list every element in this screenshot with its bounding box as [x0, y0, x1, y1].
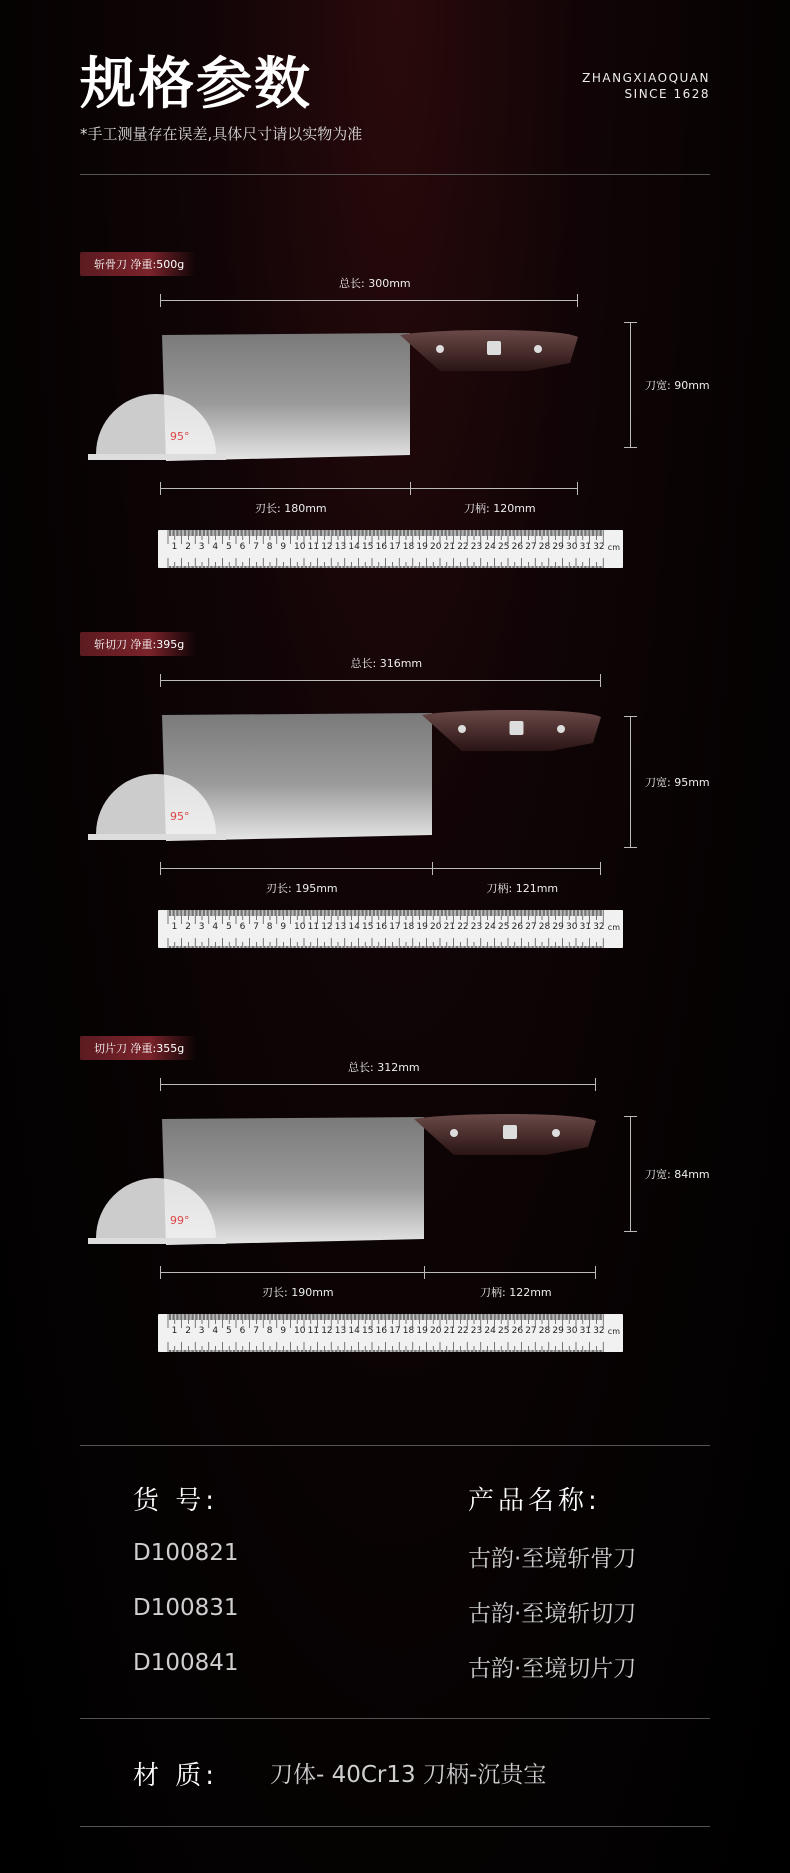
- angle-label: 95°: [170, 430, 190, 443]
- product-name-value: 古韵·至境斩骨刀: [468, 1546, 637, 1572]
- sku-value: D100821: [133, 1540, 239, 1566]
- ruler-number: 18: [402, 1326, 415, 1336]
- ruler-number: 3: [198, 542, 205, 552]
- ruler-number: 16: [375, 922, 388, 932]
- ruler-number: 24: [484, 542, 496, 552]
- ruler-number: 15: [362, 542, 374, 552]
- ruler-number: 32: [593, 1326, 605, 1336]
- blade-length-label: 刃长: 180mm: [255, 502, 327, 515]
- ruler-number: 24: [484, 922, 496, 932]
- blade-width-label: 刀宽: 84mm: [645, 1168, 710, 1181]
- product-name-value: 古韵·至境斩切刀: [468, 1601, 637, 1627]
- knife-weight-badge: 斩切刀 净重:395g: [80, 632, 196, 656]
- ruler-number: 32: [593, 922, 605, 932]
- ruler-number: 28: [538, 922, 551, 932]
- ruler-number: 19: [416, 922, 428, 932]
- blade-handle-divider: [432, 862, 433, 875]
- knife-weight-badge: 切片刀 净重:355g: [80, 1036, 196, 1060]
- page-subtitle: *手工测量存在误差,具体尺寸请以实物为准: [80, 125, 363, 143]
- ruler-number: 24: [484, 1326, 496, 1336]
- ruler-number: 30: [566, 922, 578, 932]
- ruler-unit: cm: [607, 1327, 620, 1336]
- ruler-number: 6: [239, 542, 246, 552]
- ruler-number: 31: [579, 1326, 592, 1336]
- ruler-number: 13: [334, 542, 347, 552]
- ruler-number: 22: [457, 922, 469, 932]
- blade-handle-divider: [410, 482, 411, 495]
- blade-width-label: 刀宽: 95mm: [645, 776, 710, 789]
- handle-length-label: 刀柄: 122mm: [480, 1286, 552, 1299]
- ruler-number: 28: [538, 1326, 551, 1336]
- total-length-line: [160, 300, 578, 301]
- ruler-number: 29: [552, 1326, 564, 1336]
- material-value: 刀体- 40Cr13 刀柄-沉贵宝: [270, 1762, 547, 1788]
- ruler-number: 15: [362, 922, 374, 932]
- ruler-number: 30: [566, 542, 578, 552]
- ruler-number: 8: [266, 1326, 273, 1336]
- ruler-number: 16: [375, 1326, 388, 1336]
- ruler-number: 4: [212, 1326, 219, 1336]
- measuring-ruler: [158, 910, 623, 948]
- ruler-number: 25: [498, 922, 510, 932]
- ruler-number: 1: [171, 922, 178, 932]
- knife-image: [160, 1111, 606, 1251]
- divider: [80, 174, 710, 175]
- ruler-number: 18: [402, 922, 415, 932]
- handle-length-label: 刀柄: 121mm: [486, 882, 559, 895]
- ruler-number: 25: [498, 542, 510, 552]
- ruler-number: 27: [525, 922, 537, 932]
- ruler-number: 3: [198, 922, 205, 932]
- ruler-number: 29: [552, 922, 564, 932]
- ruler-number: 23: [470, 1326, 483, 1336]
- blade-handle-line: [160, 1272, 596, 1273]
- divider: [80, 1718, 710, 1719]
- ruler-number: 25: [498, 1326, 510, 1336]
- ruler-number: 10: [294, 542, 306, 552]
- ruler-number: 5: [226, 1326, 232, 1336]
- ruler-number: 14: [348, 1326, 360, 1336]
- blade-width-label: 刀宽: 90mm: [645, 379, 710, 392]
- page-title: 规格参数: [80, 52, 312, 117]
- ruler-number: 12: [321, 922, 333, 932]
- ruler-number: 9: [280, 922, 287, 932]
- ruler-number: 22: [457, 542, 469, 552]
- ruler-number: 1: [171, 542, 178, 552]
- ruler-number: 20: [430, 1326, 442, 1336]
- measuring-ruler: [158, 1314, 623, 1352]
- ruler-number: 21: [443, 542, 456, 552]
- ruler-number: 15: [362, 1326, 374, 1336]
- ruler-number: 21: [443, 922, 456, 932]
- divider: [80, 1826, 710, 1827]
- ruler-number: 11: [307, 542, 320, 552]
- total-length-line: [160, 680, 601, 681]
- material-heading: 材 质:: [133, 1761, 219, 1791]
- total-length-label: 总长: 312mm: [348, 1061, 420, 1074]
- ruler-number: 7: [253, 1326, 259, 1336]
- total-length-label: 总长: 300mm: [339, 277, 411, 290]
- blade-length-label: 刃长: 190mm: [262, 1286, 334, 1299]
- sku-value: D100831: [133, 1595, 239, 1621]
- protractor-icon: [86, 382, 226, 462]
- product-name-value: 古韵·至境切片刀: [468, 1656, 637, 1682]
- divider: [80, 1445, 710, 1446]
- blade-handle-line: [160, 488, 578, 489]
- ruler-number: 17: [389, 542, 401, 552]
- ruler-number: 22: [457, 1326, 469, 1336]
- ruler-number: 30: [566, 1326, 578, 1336]
- ruler-number: 11: [307, 922, 320, 932]
- product-name-heading: 产品名称:: [468, 1486, 601, 1516]
- ruler-number: 13: [334, 922, 347, 932]
- ruler-number: 29: [552, 542, 564, 552]
- ruler-number: 13: [334, 1326, 347, 1336]
- sku-heading: 货 号:: [133, 1486, 219, 1516]
- ruler-number: 1: [171, 1326, 178, 1336]
- ruler-number: 6: [239, 1326, 246, 1336]
- ruler-number: 12: [321, 1326, 333, 1336]
- ruler-number: 10: [294, 1326, 306, 1336]
- ruler-number: 28: [538, 542, 551, 552]
- protractor-icon: [86, 762, 226, 842]
- ruler-number: 32: [593, 542, 605, 552]
- ruler-number: 9: [280, 542, 287, 552]
- ruler-number: 11: [307, 1326, 320, 1336]
- knife-image: [160, 707, 611, 847]
- ruler-number: 14: [348, 542, 360, 552]
- blade-width-line: [630, 322, 631, 448]
- ruler-number: 8: [266, 542, 273, 552]
- ruler-number: 5: [226, 922, 232, 932]
- blade-handle-line: [160, 868, 601, 869]
- ruler-number: 2: [185, 1326, 191, 1336]
- ruler-number: 12: [321, 542, 333, 552]
- ruler-number: 6: [239, 922, 246, 932]
- protractor-icon: [86, 1166, 226, 1246]
- ruler-number: 4: [212, 922, 219, 932]
- ruler-number: 21: [443, 1326, 456, 1336]
- total-length-line: [160, 1084, 596, 1085]
- angle-label: 99°: [170, 1214, 190, 1227]
- blade-handle-divider: [424, 1266, 425, 1279]
- brand-mark: [582, 70, 710, 102]
- ruler-number: 19: [416, 1326, 428, 1336]
- ruler-number: 17: [389, 922, 401, 932]
- ruler-unit: cm: [607, 543, 620, 552]
- ruler-number: 26: [511, 1326, 524, 1336]
- ruler-number: 27: [525, 1326, 537, 1336]
- ruler-number: 2: [185, 922, 191, 932]
- brand-name: ZHANGXIAOQUAN: [582, 71, 710, 85]
- total-length-label: 总长: 316mm: [350, 657, 423, 670]
- ruler-number: 5: [226, 542, 232, 552]
- ruler-number: 16: [375, 542, 388, 552]
- ruler-number: 31: [579, 922, 592, 932]
- ruler-number: 17: [389, 1326, 401, 1336]
- ruler-number: 9: [280, 1326, 287, 1336]
- ruler-number: 20: [430, 922, 442, 932]
- ruler-number: 26: [511, 542, 524, 552]
- angle-label: 95°: [170, 810, 190, 823]
- ruler-number: 14: [348, 922, 360, 932]
- blade-width-line: [630, 1116, 631, 1232]
- ruler-number: 7: [253, 922, 259, 932]
- knife-weight-badge: 斩骨刀 净重:500g: [80, 252, 196, 276]
- blade-width-line: [630, 716, 631, 848]
- handle-length-label: 刀柄: 120mm: [464, 502, 536, 515]
- sku-value: D100841: [133, 1650, 239, 1676]
- brand-since: SINCE 1628: [624, 87, 710, 101]
- ruler-number: 19: [416, 542, 428, 552]
- ruler-number: 23: [470, 922, 483, 932]
- ruler-number: 31: [579, 542, 592, 552]
- measuring-ruler: [158, 530, 623, 568]
- ruler-number: 27: [525, 542, 537, 552]
- ruler-number: 3: [198, 1326, 205, 1336]
- ruler-number: 2: [185, 542, 191, 552]
- blade-length-label: 刃长: 195mm: [266, 882, 338, 895]
- ruler-number: 20: [430, 542, 442, 552]
- ruler-number: 18: [402, 542, 415, 552]
- ruler-number: 26: [511, 922, 524, 932]
- ruler-number: 10: [294, 922, 306, 932]
- ruler-number: 23: [470, 542, 483, 552]
- ruler-number: 8: [266, 922, 273, 932]
- ruler-number: 4: [212, 542, 219, 552]
- ruler-number: 7: [253, 542, 259, 552]
- ruler-unit: cm: [607, 923, 620, 932]
